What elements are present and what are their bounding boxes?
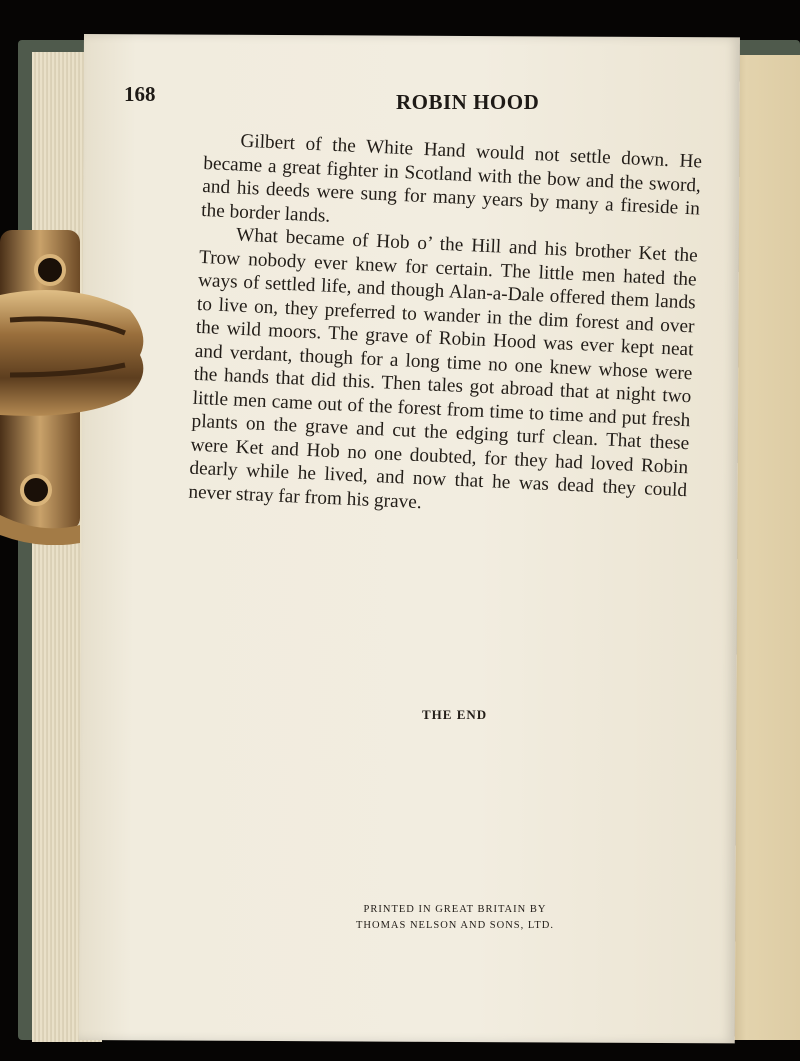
page-number: 168	[124, 82, 156, 106]
body-text	[188, 128, 703, 526]
running-head: ROBIN HOOD	[396, 90, 540, 114]
paragraph-1: Gilbert of the White Hand would not settle down. He became a great fighter in Scotland with the bow and the sword, and his deeds were sung for many years by many a fireside in the border lands.	[200, 130, 703, 227]
brass-clip-icon	[0, 225, 150, 545]
imprint-line-2: THOMAS NELSON AND SONS, LTD.	[356, 920, 554, 931]
the-end-label: THE END	[422, 707, 488, 722]
printer-imprint	[356, 902, 554, 934]
paragraph-2: What became of Hob o’ the Hill and his brother Ket the Trow nobody ever knew for certain. The little men hated the ways of settled life, and though Alan-a-Dale offered them lands to live on, they preferred to wander in the dim forest and over the wild moors. The grave of Robin Hood was ever kept neat and verdant, though for a long time no one knew whose were the hands that did this. Then tales got abroad that at night two little men came out of the forest from time to time and put fresh plants on the grave and cut the edging turf clean. That these were Ket and Hob no one doubted, for they had loved Robin dearly while he lived, and now that he was dead they could never stray far from his grave.	[188, 224, 699, 513]
imprint-line-1: PRINTED IN GREAT BRITAIN BY	[363, 904, 547, 915]
